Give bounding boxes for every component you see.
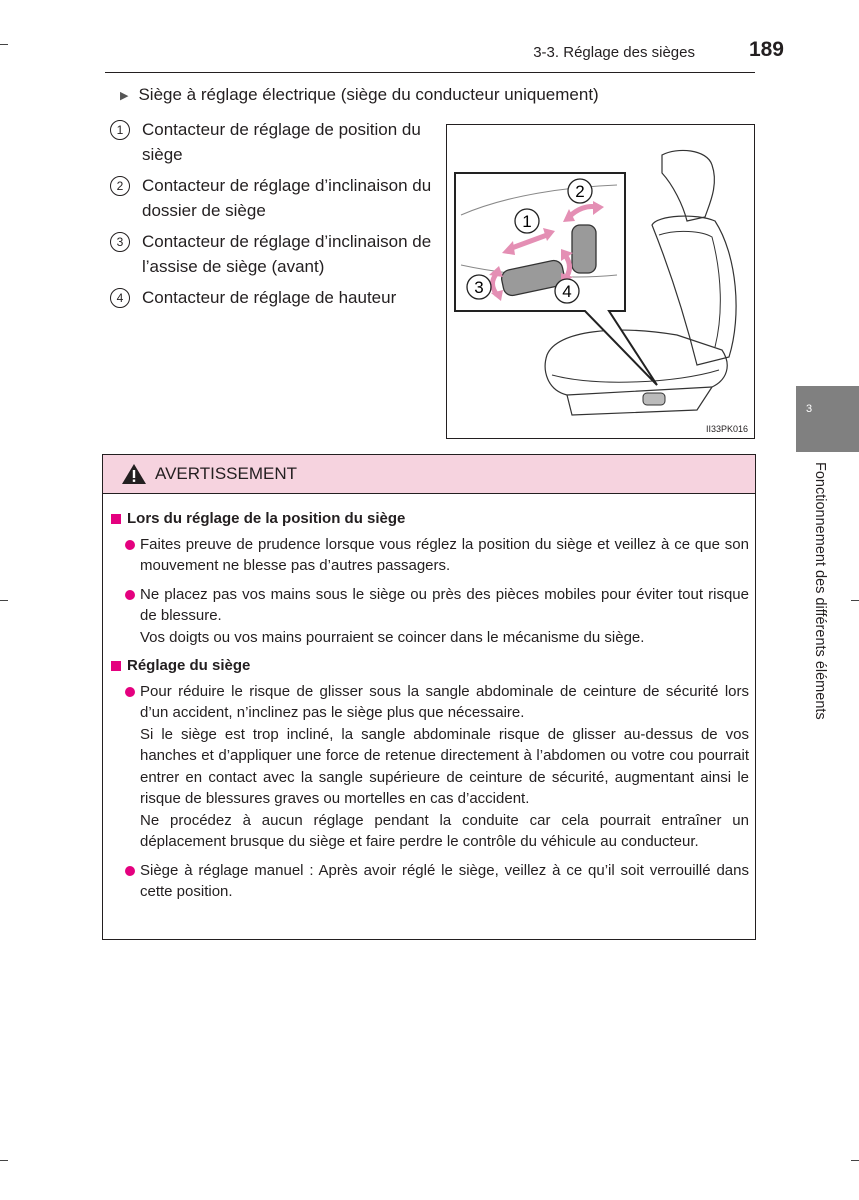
legend-number: 4 bbox=[110, 288, 130, 308]
legend-text: Contacteur de réglage d’inclinaison du dossier de siège bbox=[142, 176, 432, 220]
warning-box bbox=[102, 454, 756, 940]
chapter-number: 3 bbox=[806, 403, 813, 415]
bullet-paragraph: Siège à réglage manuel : Après avoir réglé le siège, veillez à ce qu’il soit verrouillé dans cette position. bbox=[140, 861, 749, 900]
warning-header bbox=[103, 455, 755, 494]
callout-1 bbox=[515, 209, 539, 233]
callout-number: 3 bbox=[474, 278, 484, 297]
legend-text: Contacteur de réglage de position du siège bbox=[142, 120, 421, 164]
legend-list bbox=[110, 117, 435, 316]
callout-number: 4 bbox=[562, 282, 572, 301]
square-bullet-icon bbox=[111, 514, 121, 524]
bullet-text bbox=[140, 534, 749, 577]
header-section-title: 3-3. Réglage des sièges bbox=[533, 44, 695, 61]
square-bullet-icon bbox=[111, 661, 121, 671]
bullet-text bbox=[140, 860, 749, 903]
seat-drawing bbox=[447, 125, 754, 438]
dot-bullet-icon bbox=[125, 540, 135, 550]
callout-4 bbox=[555, 279, 579, 303]
figure-code: II33PK016 bbox=[705, 424, 748, 434]
crop-mark bbox=[0, 44, 8, 45]
callout-2 bbox=[568, 179, 592, 203]
bullet-paragraph: Ne placez pas vos mains sous le siège ou près des pièces mobiles pour éviter tout risque de blessure. bbox=[140, 585, 749, 624]
bullet-paragraph: Vos doigts ou vos mains pourraient se coincer dans le mécanisme du siège. bbox=[140, 628, 645, 646]
legend-item bbox=[110, 285, 435, 310]
warning-bullet bbox=[111, 860, 749, 903]
crop-mark bbox=[0, 1160, 8, 1161]
callout-3 bbox=[467, 275, 491, 299]
bullet-paragraph: Ne procédez à aucun réglage pendant la conduite car cela pourrait entraîner un déplacement brusque du siège et faire perdre le contrôle du véhicule au conducteur. bbox=[140, 811, 749, 850]
section-title-text: Réglage du siège bbox=[127, 657, 251, 674]
section-title bbox=[111, 655, 749, 677]
warning-body bbox=[103, 494, 755, 903]
bullet-text bbox=[140, 681, 749, 853]
legend-item bbox=[110, 173, 435, 223]
bullet-text bbox=[140, 584, 749, 649]
section-title bbox=[111, 508, 749, 530]
legend-item bbox=[110, 117, 435, 167]
subheading-text: Siège à réglage électrique (siège du conducteur uniquement) bbox=[138, 85, 599, 104]
subheading bbox=[120, 85, 599, 105]
legend-text: Contacteur de réglage de hauteur bbox=[142, 288, 397, 307]
crop-mark bbox=[851, 1160, 859, 1161]
crop-mark bbox=[0, 600, 8, 601]
section-title-text: Lors du réglage de la position du siège bbox=[127, 510, 406, 527]
bullet-paragraph: Pour réduire le risque de glisser sous la sangle abdominale de ceinture de sécurité lors d’un accident, n’inclinez pas le siège plus que nécessaire. bbox=[140, 682, 749, 721]
warning-title: AVERTISSEMENT bbox=[155, 464, 298, 483]
warning-bullet bbox=[111, 584, 749, 649]
chapter-tab bbox=[796, 386, 859, 452]
header-rule bbox=[105, 72, 755, 73]
bullet-paragraph: Si le siège est trop incliné, la sangle abdominale risque de glisser au-dessus de vos hanches et d’appliquer une force de retenue directement à l’abdomen ou votre cou pourrait entrer en contact avec la sangle supérieure de ceinture de sécurité, augmentant ainsi le risque de blessures graves ou mortelles en cas d’accident. bbox=[140, 725, 749, 807]
legend-text: Contacteur de réglage d’inclinaison de l’assise de siège (avant) bbox=[142, 232, 432, 276]
warning-triangle-icon bbox=[121, 463, 147, 485]
legend-item bbox=[110, 229, 435, 279]
crop-mark bbox=[851, 600, 859, 601]
dot-bullet-icon bbox=[125, 866, 135, 876]
dot-bullet-icon bbox=[125, 687, 135, 697]
legend-number: 1 bbox=[110, 120, 130, 140]
warning-bullet bbox=[111, 681, 749, 853]
legend-number: 3 bbox=[110, 232, 130, 252]
warning-bullet bbox=[111, 534, 749, 577]
seat-illustration bbox=[446, 124, 755, 439]
legend-number: 2 bbox=[110, 176, 130, 196]
page-number: 189 bbox=[748, 38, 784, 61]
dot-bullet-icon bbox=[125, 590, 135, 600]
chapter-title: Fonctionnement des différents éléments bbox=[812, 462, 828, 720]
triangle-bullet-icon: ▶ bbox=[120, 89, 129, 102]
callout-number: 1 bbox=[522, 212, 532, 231]
callout-number: 2 bbox=[575, 182, 585, 201]
bullet-paragraph: Faites preuve de prudence lorsque vous réglez la position du siège et veillez à ce que son mouvement ne blesse pas d’autres passagers. bbox=[140, 535, 749, 574]
